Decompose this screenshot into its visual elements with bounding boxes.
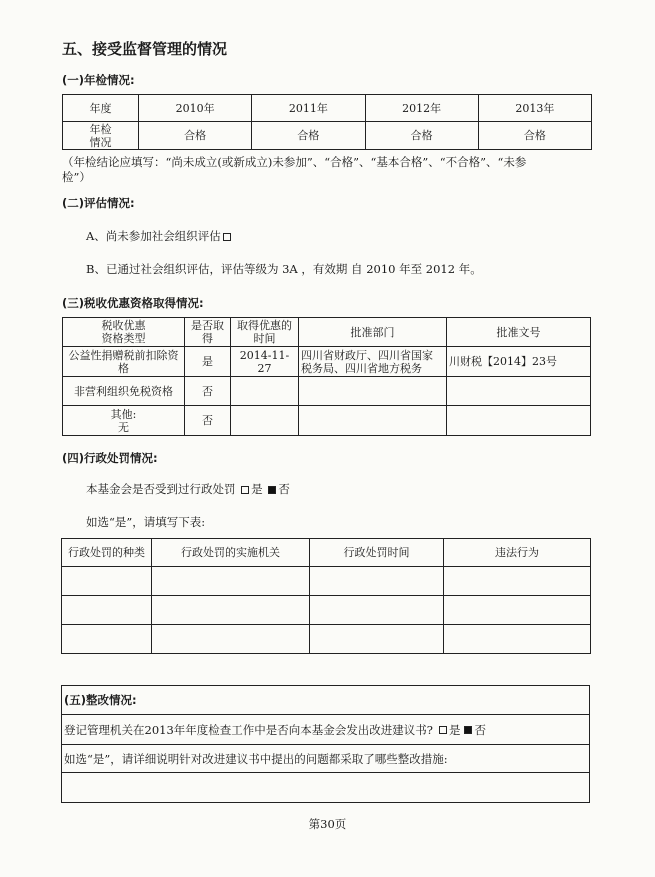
table-cell: 合格	[252, 122, 365, 150]
table-cell[interactable]	[310, 625, 444, 654]
table-cell: 是	[185, 347, 231, 377]
annual-heading: (一)年检情况:	[62, 73, 135, 87]
table-cell: 否	[185, 406, 231, 436]
table-cell: 2014-11-27	[231, 347, 299, 377]
section-title: 五、接受监督管理的情况	[62, 40, 228, 58]
penalty-no-checkbox[interactable]	[268, 486, 276, 494]
table-cell	[231, 377, 299, 406]
table-header: 批准文号	[447, 318, 591, 347]
table-cell: 四川省财政厅、四川省国家 税务局、四川省地方税务	[299, 347, 447, 377]
table-cell[interactable]	[310, 567, 444, 596]
table-row	[62, 539, 591, 567]
penalty-instruction: 如选“是”，请填写下表:	[86, 515, 206, 529]
table-cell: 合格	[139, 122, 252, 150]
penalty-question	[86, 482, 290, 497]
rectify-question	[62, 714, 589, 744]
table-cell[interactable]	[62, 625, 152, 654]
table-cell: 合格	[478, 122, 591, 150]
table-cell: 年检 情况	[63, 122, 139, 150]
table-header: 2011年	[252, 95, 365, 122]
table-cell[interactable]	[62, 567, 152, 596]
table-cell[interactable]	[444, 596, 591, 625]
rectify-question-text: 登记管理机关在2013年年度检查工作中是否向本基金会发出改进建议书?	[64, 722, 433, 737]
table-header: 行政处罚时间	[310, 539, 444, 567]
assessment-option-a	[86, 229, 233, 244]
rectify-instruction: 如选“是”，请详细说明针对改进建议书中提出的问题都采取了哪些整改措施:	[62, 744, 589, 772]
table-cell: 川财税【2014】23号	[447, 347, 591, 377]
penalty-yes-checkbox[interactable]	[241, 486, 249, 494]
tax-table	[62, 317, 591, 436]
rectify-box	[61, 685, 590, 803]
penalty-no-label: 否	[278, 482, 290, 496]
table-cell	[231, 406, 299, 436]
tax-heading: (三)税收优惠资格取得情况:	[62, 296, 204, 310]
table-row	[63, 406, 591, 436]
rectify-no-label: 否	[474, 722, 486, 737]
table-cell[interactable]	[444, 625, 591, 654]
table-row	[63, 95, 592, 122]
table-cell[interactable]	[152, 567, 310, 596]
table-header: 2013年	[478, 95, 591, 122]
table-cell	[447, 377, 591, 406]
table-header: 批准部门	[299, 318, 447, 347]
table-row	[63, 347, 591, 377]
rectify-no-checkbox[interactable]	[464, 726, 472, 734]
table-cell: 其他: 无	[63, 406, 185, 436]
rectify-yes-checkbox[interactable]	[439, 726, 447, 734]
table-header: 2010年	[139, 95, 252, 122]
penalty-yes-label: 是	[251, 482, 263, 496]
assessment-a-label: A、尚未参加社会组织评估	[86, 229, 221, 243]
table-cell: 非营利组织免税资格	[63, 377, 185, 406]
table-cell: 否	[185, 377, 231, 406]
penalty-question-text: 本基金会是否受到过行政处罚	[86, 482, 236, 496]
table-cell	[447, 406, 591, 436]
table-cell[interactable]	[310, 596, 444, 625]
table-cell: 公益性捐赠税前扣除资 格	[63, 347, 185, 377]
page-number: 第30页	[308, 817, 347, 831]
penalty-heading: (四)行政处罚情况:	[62, 451, 158, 465]
table-row	[62, 596, 591, 625]
penalty-table	[61, 538, 591, 654]
table-header: 取得优惠的 时间	[231, 318, 299, 347]
table-header: 是否取 得	[185, 318, 231, 347]
table-cell	[299, 377, 447, 406]
table-header: 税收优惠 资格类型	[63, 318, 185, 347]
table-row	[63, 318, 591, 347]
table-row	[63, 377, 591, 406]
rectify-heading: (五)整改情况:	[64, 693, 137, 707]
table-cell[interactable]	[152, 596, 310, 625]
annual-table	[62, 94, 592, 150]
assessment-a-checkbox[interactable]	[223, 233, 231, 241]
table-row	[62, 567, 591, 596]
rectify-answer-area[interactable]	[62, 772, 589, 801]
table-header: 年度	[63, 95, 139, 122]
table-cell[interactable]	[152, 625, 310, 654]
table-row	[63, 122, 592, 150]
table-cell[interactable]	[444, 567, 591, 596]
annual-note-line2: 检”）	[62, 170, 91, 184]
table-row	[62, 625, 591, 654]
assessment-option-b: B、已通过社会组织评估，评估等级为 3A ，有效期 自 2010 年至 2012 年。	[86, 262, 482, 276]
table-header: 违法行为	[444, 539, 591, 567]
table-cell[interactable]	[62, 596, 152, 625]
table-header: 行政处罚的实施机关	[152, 539, 310, 567]
annual-note-line1: （年检结论应填写：“尚未成立(或新成立)未参加”、“合格”、“基本合格”、“不合格”、“未参	[62, 155, 527, 169]
table-header: 2012年	[365, 95, 478, 122]
assessment-heading: (二)评估情况:	[62, 196, 135, 210]
table-header: 行政处罚的种类	[62, 539, 152, 567]
rectify-yes-label: 是	[448, 722, 461, 737]
table-cell	[299, 406, 447, 436]
table-cell: 合格	[365, 122, 478, 150]
